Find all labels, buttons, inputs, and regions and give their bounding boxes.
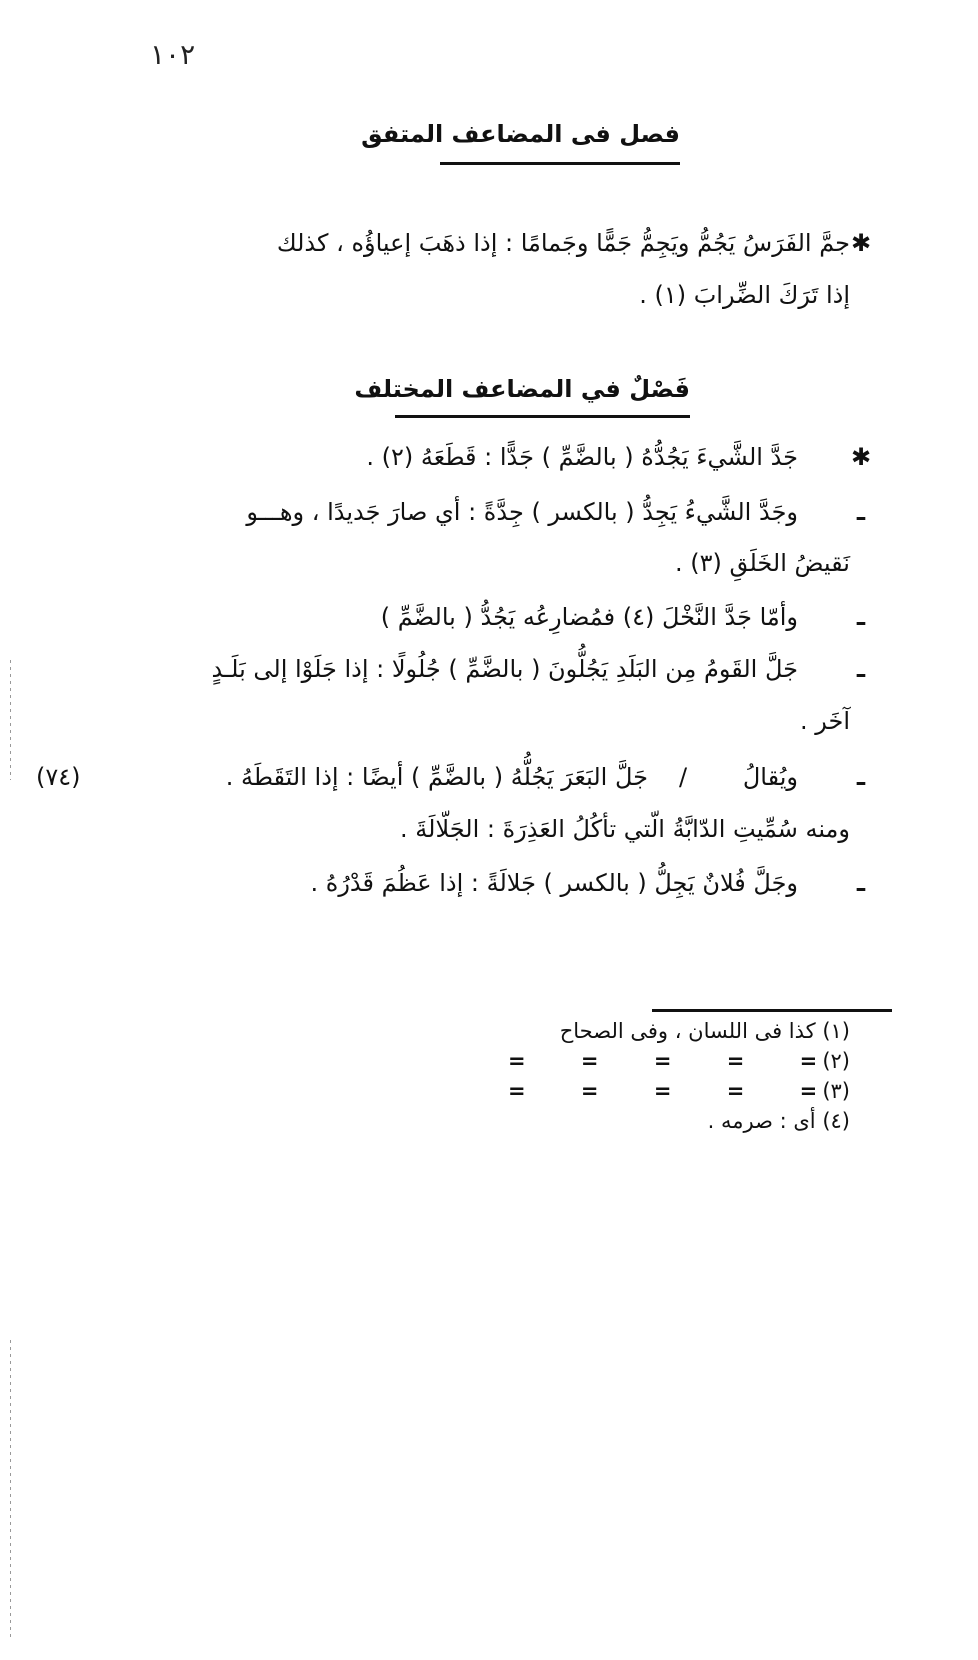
entry-jallala-animal: ومنه سُمِّيتِ الدّابَّةُ الّتي تأكُلُ العَذِرَةَ : الجَلّالَةَ . [400, 815, 850, 843]
scan-artifact [10, 1340, 11, 1640]
entry-jamma-line-1: جمَّ الفَرَسُ يَجُمُّ ويَجِمُّ جَمًّا وجَمامًا : إذا ذهَبَ إعياؤُه ، كذلك [276, 229, 850, 257]
margin-page-reference: (٧٤) [36, 763, 81, 791]
section-heading-agreed-doubled: فصل فى المضاعف المتفق [361, 120, 680, 148]
footnote-4: (٤) أى : صرمه . [707, 1109, 850, 1133]
entry-jalla-people-line-2: آخَر . [799, 707, 850, 735]
footnote-3-ditto-marks: = = = = = [508, 1079, 818, 1103]
entry-dash: ـ [856, 763, 866, 791]
entry-jadda-new-line-2: نَقيضُ الخَلَقِ (٣) . [674, 549, 850, 577]
heading-underline [395, 415, 690, 418]
entry-jadda-new-line-1: وجَدَّ الشَّيءُ يَجِدُّ ( بالكسر ) جِدَّةً : أي صارَ جَديدًا ، وهـــو [246, 498, 798, 526]
footnote-3-number: (٣) [822, 1079, 850, 1103]
footnote-2-number: (٢) [822, 1049, 850, 1073]
entry-jadda-palm: وأمّا جَدَّ النَّخْلَ (٤) فمُضارِعُه يَجُدُّ ( بالضَّمِّ ) [380, 603, 798, 631]
entry-yuqal-word: ويُقالُ [742, 763, 798, 791]
entry-jalla-dung: جَلَّ البَعَرَ يَجُلُّهُ ( بالضَّمِّ ) أيضًا : إذا التَقَطَهُ . [225, 763, 648, 791]
scan-artifact [10, 660, 11, 780]
footnote-separator [652, 1009, 892, 1012]
entry-jalla-greatness: وجَلَّ فُلانٌ يَجِلُّ ( بالكسر ) جَلالَةً : إذا عَظُمَ قَدْرُهُ . [310, 869, 798, 897]
entry-jadda-cut: جَدَّ الشَّيءَ يَجُدُّهُ ( بالضَّمِّ ) جَدًّا : قَطَعَهُ (٢) . [366, 443, 798, 471]
entry-bullet: ✱ [850, 229, 872, 257]
entry-dash: ـ [856, 655, 866, 683]
heading-underline [440, 162, 680, 165]
entry-dash: ـ [856, 603, 866, 631]
entry-jamma-line-2: إذا تَرَكَ الضِّرابَ (١) . [639, 281, 850, 309]
entry-dash: ـ [856, 498, 866, 526]
entry-dash: ـ [856, 869, 866, 897]
section-heading-different-doubled: فَصْلٌ في المضاعف المختلف [354, 375, 690, 403]
separator-slash: / [678, 763, 688, 791]
footnote-2-ditto-marks: = = = = = [508, 1049, 818, 1073]
entry-jalla-people-line-1: جَلَّ القَومُ مِن البَلَدِ يَجُلُّونَ ( بالضَّمِّ ) جُلُولًا : إذا جَلَوْا إلى بَلَـدٍ [211, 655, 798, 683]
footnote-1: (١) كذا فى اللسان ، وفى الصحاح [559, 1019, 850, 1043]
entry-bullet: ✱ [850, 443, 872, 471]
page-number: ١٠٢ [150, 38, 196, 71]
